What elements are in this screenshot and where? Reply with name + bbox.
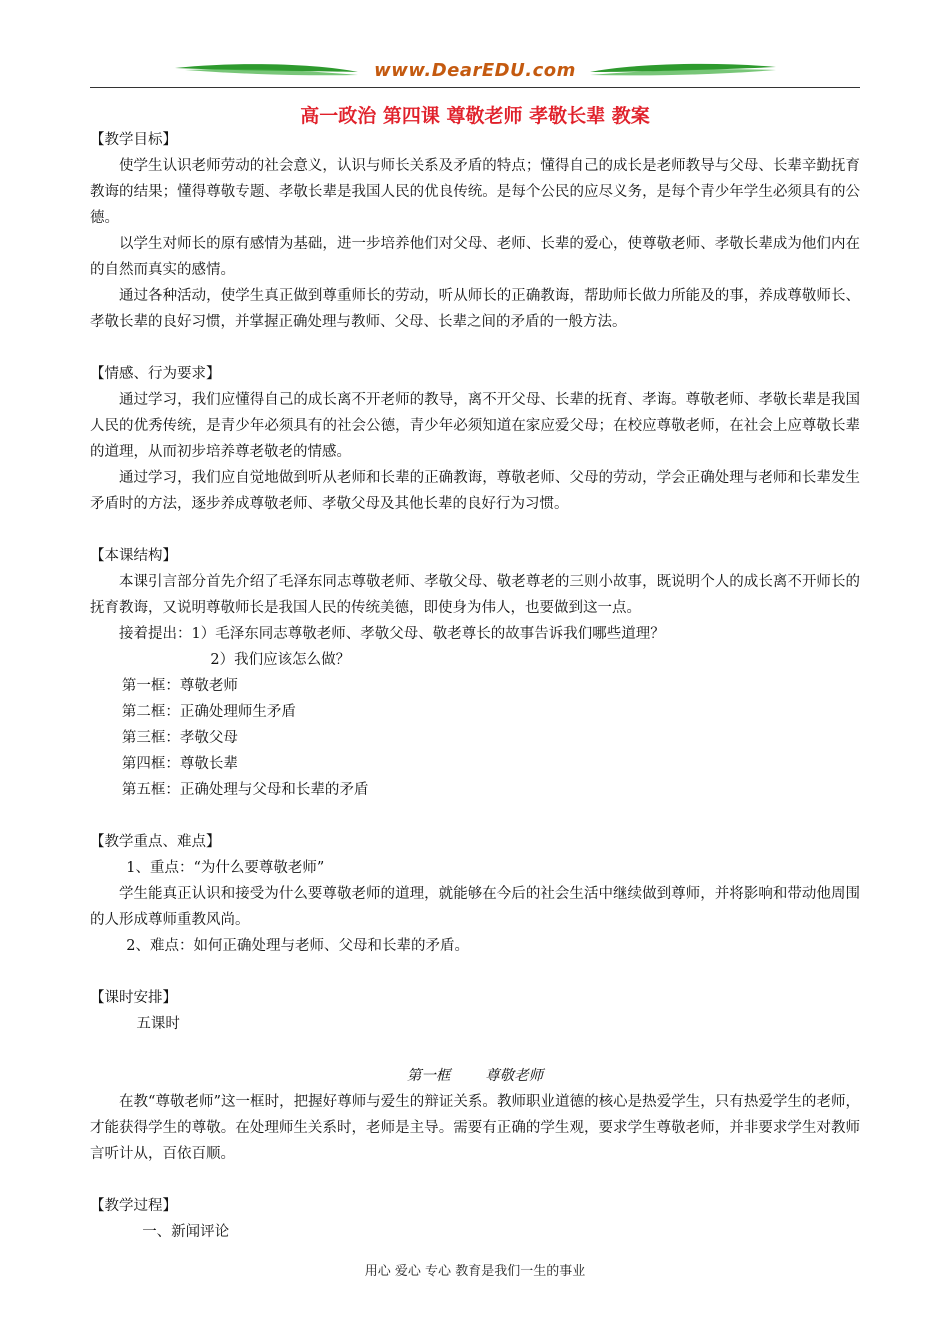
- section-heading-schedule: 【课时安排】: [90, 990, 177, 1006]
- emotion-paragraph: 通过学习，我们应懂得自己的成长离不开老师的教导，离不开父母、长辈的抚育、孝诲。尊敬老师、孝敬长辈是我国人民的优秀传统，是青少年必须具有的社会公德，青少年必须知道在家应爱父母；在校应尊敬老师，在社会上应尊敬长辈的道理，从而初步培养尊老敬老的情感。: [90, 392, 860, 460]
- document-body: [90, 127, 860, 1245]
- site-logo-text[interactable]: www.DearEDU.com: [374, 60, 576, 81]
- header-rule: [90, 87, 860, 88]
- frame1-name: 尊敬老师: [485, 1068, 544, 1084]
- goals-paragraph: 使学生认识老师劳动的社会意义，认识与师长关系及矛盾的特点；懂得自己的成长是老师教导与父母、长辈辛勤抚育教诲的结果；懂得尊敬专题、孝敬长辈是我国人民的优良传统。是每个公民的应尽义务，是每个青少年学生必须具有的公德。: [90, 158, 860, 226]
- frame-list-item: 第三框：孝敬父母: [121, 730, 238, 746]
- site-header: [90, 58, 860, 90]
- frame-list-item: 第五框：正确处理与父母和长辈的矛盾: [121, 782, 369, 798]
- page-footer: 用心 爱心 专心 教育是我们一生的事业: [364, 1264, 586, 1279]
- process-item-1: 一、新闻评论: [142, 1224, 230, 1240]
- frame1-label: 第一框: [406, 1068, 451, 1084]
- schedule-value: 五课时: [136, 1016, 180, 1032]
- frame-list-item: 第二框：正确处理师生矛盾: [121, 704, 296, 720]
- frame1-subtitle: [90, 1063, 860, 1089]
- section-heading-process: 【教学过程】: [90, 1198, 177, 1214]
- frame1-paragraph: 在教“尊敬老师”这一框时，把握好尊师与爱生的辩证关系。教师职业道德的核心是热爱学生，只有热爱学生的老师，才能获得学生的尊敬。在处理师生关系时，老师是主导。需要有正确的学生观，要求学生尊敬老师，并非要求学生对教师言听计从，百依百顺。: [90, 1094, 860, 1162]
- emotion-paragraph: 通过学习，我们应自觉地做到听从老师和长辈的正确教诲，尊敬老师、父母的劳动，学会正确处理与老师和长辈发生矛盾时的方法，逐步养成尊敬老师、孝敬父母及其他长辈的良好行为习惯。: [90, 470, 860, 512]
- section-heading-goals: 【教学目标】: [90, 132, 177, 148]
- goals-paragraph: 通过各种活动，使学生真正做到尊重师长的劳动，听从师长的正确教诲，帮助师长做力所能及的事，养成尊敬师长、孝敬长辈的良好习惯，并掌握正确处理与教师、父母、长辈之间的矛盾的一般方法。: [90, 288, 860, 330]
- structure-question-1: 接着提出：1）毛泽东同志尊敬老师、孝敬父母、敬老尊长的故事告诉我们哪些道理？: [119, 626, 665, 642]
- section-heading-emotion: 【情感、行为要求】: [90, 366, 221, 382]
- key-point-1: 1、重点：“为什么要尊敬老师”: [126, 860, 325, 876]
- frame-list-item: 第一框：尊敬老师: [121, 678, 238, 694]
- structure-question-2: 2）我们应该怎么做？: [210, 652, 351, 668]
- key-point-1-detail: 学生能真正认识和接受为什么要尊敬老师的道理，就能够在今后的社会生活中继续做到尊师，并将影响和带动他周围的人形成尊师重教风尚。: [90, 886, 860, 928]
- section-heading-key: 【教学重点、难点】: [90, 834, 221, 850]
- goals-paragraph: 以学生对师长的原有感情为基础，进一步培养他们对父母、老师、长辈的爱心，使尊敬老师、孝敬长辈成为他们内在的自然而真实的感情。: [90, 236, 860, 278]
- structure-intro: 本课引言部分首先介绍了毛泽东同志尊敬老师、孝敬父母、敬老尊老的三则小故事，既说明个人的成长离不开师长的抚育教诲，又说明尊敬师长是我国人民的传统美德，即使身为伟人，也要做到这一点。: [90, 574, 860, 616]
- document-title: 高一政治 第四课 尊敬老师 孝敬长辈 教案: [300, 105, 650, 127]
- frame-list-item: 第四框：尊敬长辈: [121, 756, 238, 772]
- key-point-2: 2、难点：如何正确处理与老师、父母和长辈的矛盾。: [126, 938, 469, 954]
- section-heading-structure: 【本课结构】: [90, 548, 177, 564]
